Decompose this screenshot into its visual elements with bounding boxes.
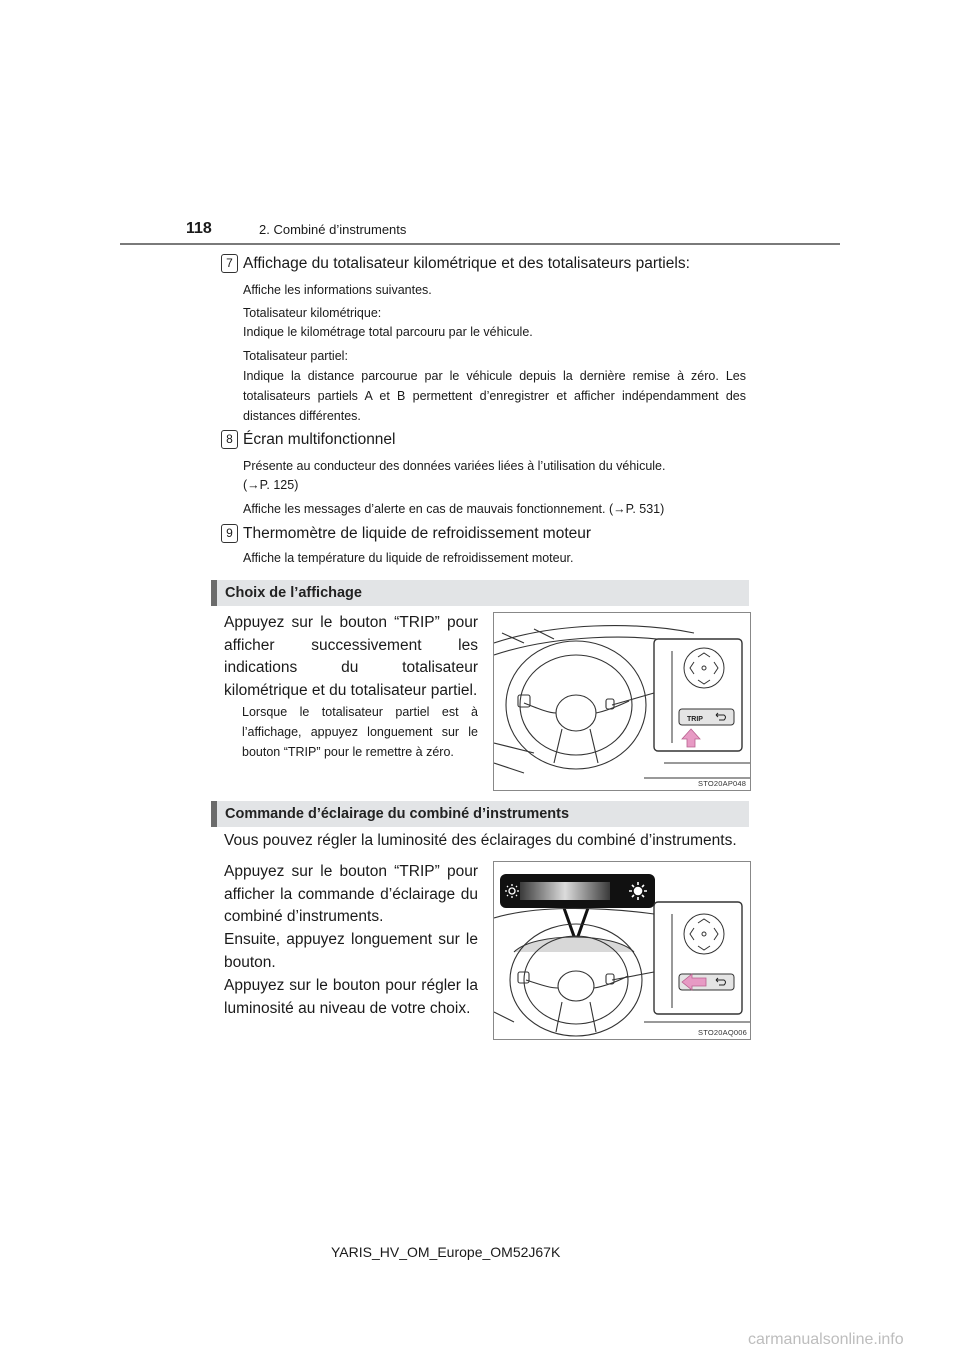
- instrument-lighting-illustration: [494, 862, 750, 1039]
- item-title: Écran multifonctionnel: [243, 431, 396, 448]
- figure-steering-trip-button: [493, 612, 751, 791]
- watermark: carmanualsonline.info: [748, 1331, 904, 1348]
- trip-button-label: TRIP: [687, 716, 703, 723]
- figure-code: STO20AP048: [698, 779, 747, 788]
- section-header: [211, 801, 749, 827]
- document-code: YARIS_HV_OM_Europe_OM52J67K: [331, 1244, 561, 1260]
- section-accent: [211, 580, 217, 606]
- section-lead: Appuyez sur le bouton “TRIP” pour afficher successivement les indications du totalisateur kilométrique et du totalisateur partiel.: [224, 614, 478, 699]
- item-text: Affiche la température du liquide de refroidissement moteur.: [243, 551, 574, 565]
- section-accent: [211, 801, 217, 827]
- section-note: Lorsque le totalisateur partiel est à l’affichage, appuyez longuement sur le bouton “TRIP” pour le remettre à zéro.: [242, 705, 478, 759]
- section-title: Commande d’éclairage du combiné d’instruments: [225, 806, 570, 822]
- item-number-badge: 8: [221, 430, 238, 449]
- figure-code: STO20AQ006: [698, 1028, 747, 1037]
- item-text: Affiche les informations suivantes.: [243, 283, 432, 297]
- item-title: Thermomètre de liquide de refroidissement moteur: [243, 525, 592, 542]
- page-number: 118: [186, 220, 212, 237]
- section-header: [211, 580, 749, 606]
- section-intro: Vous pouvez régler la luminosité des éclairages du combiné d’instruments.: [224, 832, 737, 849]
- steering-wheel-illustration: [494, 613, 750, 790]
- brightness-gauge: [520, 882, 610, 900]
- item-number-badge: 9: [221, 524, 238, 543]
- figure-brightness-control: [493, 861, 751, 1040]
- section-paragraph: Ensuite, appuyez longuement sur le bouton.: [224, 931, 478, 971]
- header-divider: [120, 243, 840, 245]
- section-title: Choix de l’affichage: [225, 585, 362, 601]
- item-text: Totalisateur partiel:: [243, 349, 348, 363]
- chapter-title: 2. Combiné d’instruments: [259, 222, 407, 237]
- item-number-badge: 7: [221, 254, 238, 273]
- section-paragraph: Appuyez sur le bouton pour régler la luminosité au niveau de votre choix.: [224, 977, 478, 1017]
- section-paragraph: Appuyez sur le bouton “TRIP” pour afficher la commande d’éclairage du combiné d’instruments.: [224, 863, 478, 925]
- item-text: Présente au conducteur des données variées liées à l’utilisation du véhicule.: [243, 459, 666, 473]
- item-text: Totalisateur kilométrique:: [243, 306, 382, 320]
- item-text: Affiche les messages d’alerte en cas de mauvais fonctionnement. (→P. 531): [243, 502, 665, 516]
- page-reference: (→P. 125): [243, 478, 299, 492]
- item-text: Indique le kilométrage total parcouru par le véhicule.: [243, 325, 533, 339]
- item-text: Indique la distance parcourue par le véhicule depuis la dernière remise à zéro. Les totalisateurs partiels A et B permettent d’enregistrer et afficher indépendamment des distances différentes.: [243, 369, 746, 423]
- item-title: Affichage du totalisateur kilométrique et des totalisateurs partiels:: [243, 255, 690, 272]
